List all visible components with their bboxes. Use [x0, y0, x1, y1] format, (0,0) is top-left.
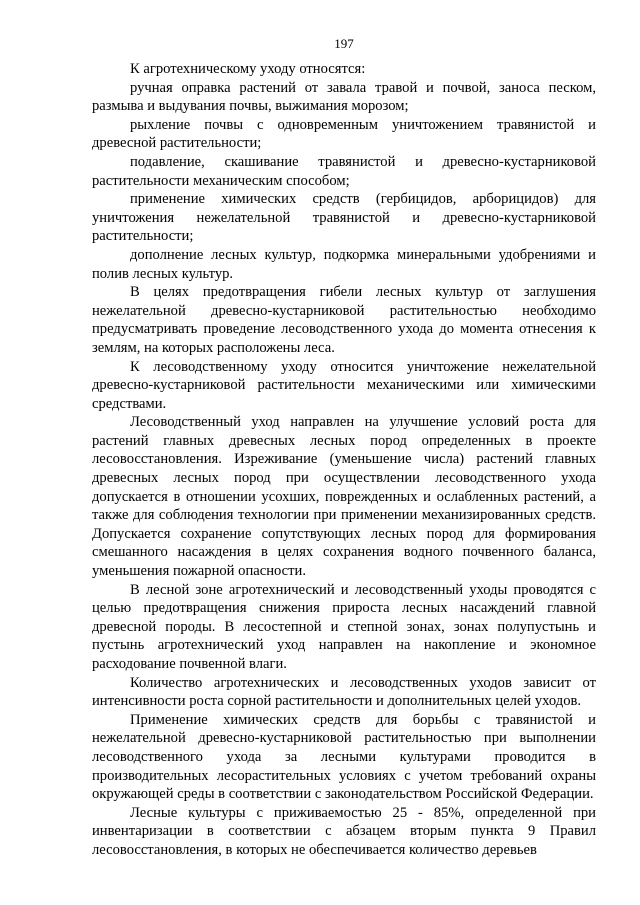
paragraph: Лесные культуры с приживаемостью 25 - 85%, определенной при инвентаризации в соответствии с абзацем вторым пункта 9 Правил лесовосстановления, в которых не обеспечивается количество деревьев [92, 804, 596, 858]
paragraph: применение химических средств (гербицидов, арборицидов) для уничтожения нежелательной травянистой и древесно-кустарниковой растительности; [92, 191, 596, 245]
paragraph: К агротехническому уходу относятся: [130, 61, 366, 77]
paragraph: Лесоводственный уход направлен на улучшение условий роста для растений главных древесных лесных пород определенных в проекте лесовосстановления. Изреживание (уменьшение числа) растений главных древесных лесных пород при осуществлении лесоводственного ухода допускается в отношении усохших, поврежденных и ослабленных растений, а также для соблюдения технологии при применении механизированных средств. Допускается сохранение сопутствующих лесных пород для формирования смешанного насаждения в целях сохранения водного почвенного баланса, уменьшения пожарной опасности. [92, 414, 596, 580]
paragraph: подавление, скашивание травянистой и древесно-кустарниковой растительности механическим способом; [92, 153, 596, 189]
paragraph: К лесоводственному уходу относится уничтожение нежелательной древесно-кустарниковой растительности механическими или химическими средствами. [92, 358, 596, 412]
page-number: 197 [334, 36, 354, 51]
paragraph: В лесной зоне агротехнический и лесоводственный уходы проводятся с целью предотвращения снижения прироста лесных насаждений главной древесной породы. В лесостепной и степной зонах, зонах полупустынь и пустынь агротехнический уход направлен на накопление и экономное расходование почвенной влаги. [92, 581, 596, 672]
document-body [92, 60, 596, 860]
paragraph: Применение химических средств для борьбы с травянистой и нежелательной древесно-кустарниковой растительностью при выполнении лесоводственного ухода за лесными культурами проводится в производительных лесорастительных условиях с учетом требований охраны окружающей среды в соответствии с законодательством Российской Федерации. [92, 711, 596, 803]
paragraph: Количество агротехнических и лесоводственных уходов зависит от интенсивности роста сорной растительности и дополнительных целей уходов. [92, 674, 596, 710]
paragraph: дополнение лесных культур, подкормка минеральными удобрениями и полив лесных культур. [92, 246, 596, 282]
paragraph: В целях предотвращения гибели лесных культур от заглушения нежелательной древесно-кустарниковой растительностью необходимо предусматривать проведение лесоводственного ухода до момента отнесения к землям, на которых расположены леса. [92, 284, 596, 356]
paragraph: рыхление почвы с одновременным уничтожением травянистой и древесной растительности; [92, 116, 596, 152]
paragraph: ручная оправка растений от завала травой и почвой, заноса песком, размыва и выдувания почвы, выжимания морозом; [92, 79, 596, 115]
